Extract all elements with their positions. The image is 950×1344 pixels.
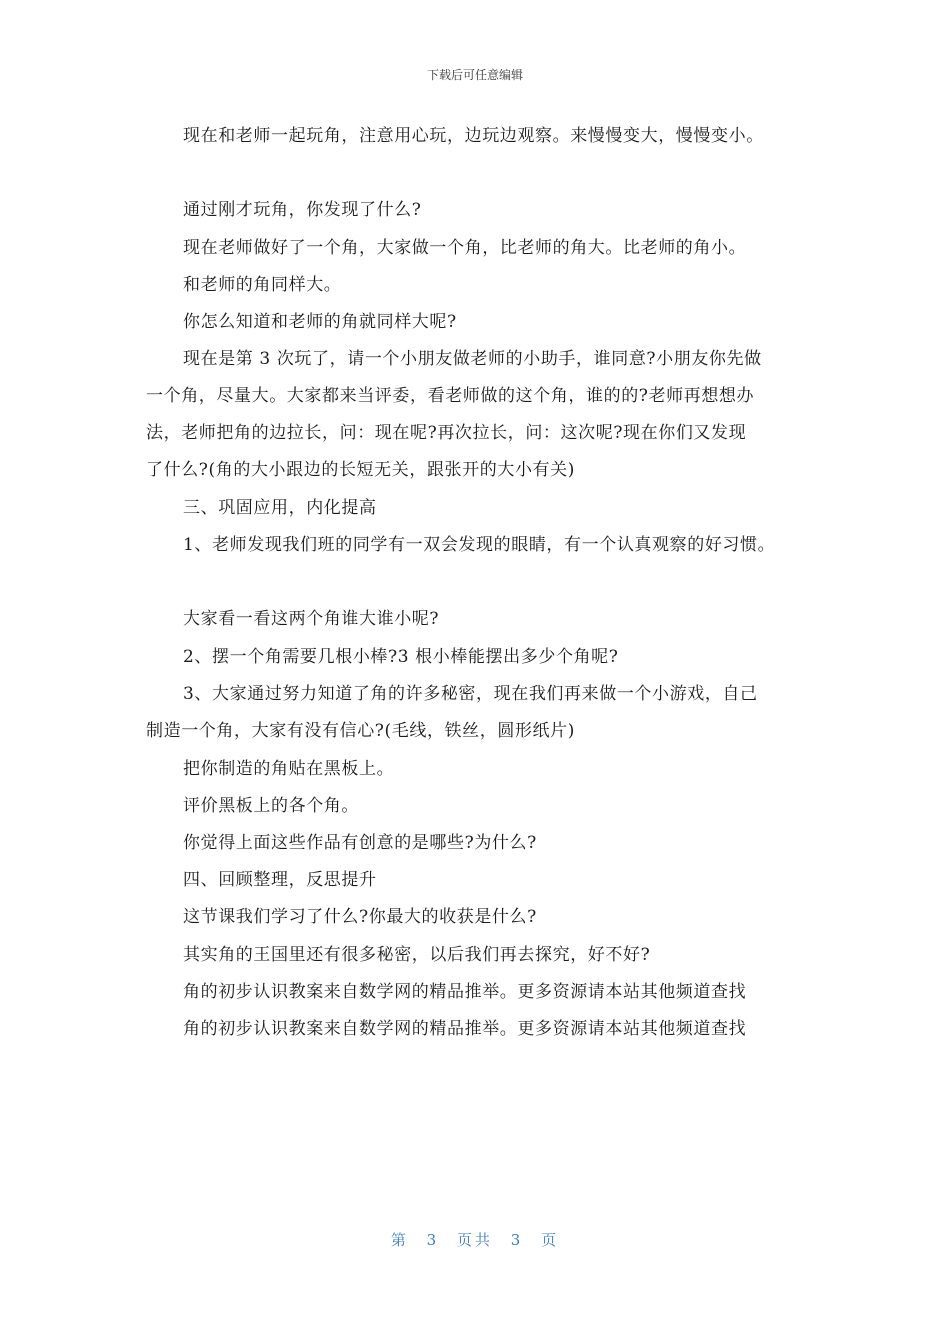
body-line: 把你制造的角贴在黑板上。 (183, 759, 395, 779)
section-heading: 三、巩固应用，内化提高 (183, 498, 377, 518)
body-line: 通过刚才玩角，你发现了什么? (183, 200, 422, 220)
body-line: 其实角的王国里还有很多秘密，以后我们再去探究，好不好? (183, 945, 651, 965)
body-line: 现在老师做好了一个角，大家做一个角，比老师的角大。比老师的角小。 (183, 238, 747, 258)
body-line: 2、摆一个角需要几根小棒?3 根小棒能摆出多少个角呢? (183, 647, 619, 667)
body-line: 现在是第 3 次玩了，请一个小朋友做老师的小助手，谁同意?小朋友你先做 (183, 349, 762, 369)
body-line: 你觉得上面这些作品有创意的是哪些?为什么? (183, 833, 537, 853)
body-line: 角的初步认识教案来自数学网的精品推举。更多资源请本站其他频道查找 (183, 1019, 747, 1039)
body-line: 这节课我们学习了什么?你最大的收获是什么? (183, 907, 537, 927)
body-line: 3、大家通过努力知道了角的许多秘密，现在我们再来做一个小游戏，自己 (183, 684, 758, 704)
body-line: 1、老师发现我们班的同学有一双会发现的眼睛，有一个认真观察的好习惯。 (183, 535, 776, 555)
body-line: 法，老师把角的边拉长，问：现在呢?再次拉长，问：这次呢?现在你们又发现 (146, 423, 747, 443)
body-line: 角的初步认识教案来自数学网的精品推举。更多资源请本站其他频道查找 (183, 982, 747, 1002)
body-line: 大家看一看这两个角谁大谁小呢? (183, 609, 440, 629)
body-line: 制造一个角，大家有没有信心?(毛线，铁丝，圆形纸片) (146, 721, 575, 741)
body-line: 了什么?(角的大小跟边的长短无关，跟张开的大小有关) (146, 460, 575, 480)
section-heading: 四、回顾整理，反思提升 (183, 870, 377, 890)
body-line: 评价黑板上的各个角。 (183, 796, 359, 816)
page-footer: 第 3 页共 3 页 (390, 1231, 560, 1249)
page-header: 下载后可任意编辑 (426, 68, 523, 82)
body-line: 一个角，尽量大。大家都来当评委，看老师做的这个角，谁的的?老师再想想办 (146, 386, 755, 406)
body-line: 现在和老师一起玩角，注意用心玩，边玩边观察。来慢慢变大，慢慢变小。 (183, 126, 764, 146)
body-line: 和老师的角同样大。 (183, 275, 342, 295)
body-line: 你怎么知道和老师的角就同样大呢? (183, 312, 457, 332)
